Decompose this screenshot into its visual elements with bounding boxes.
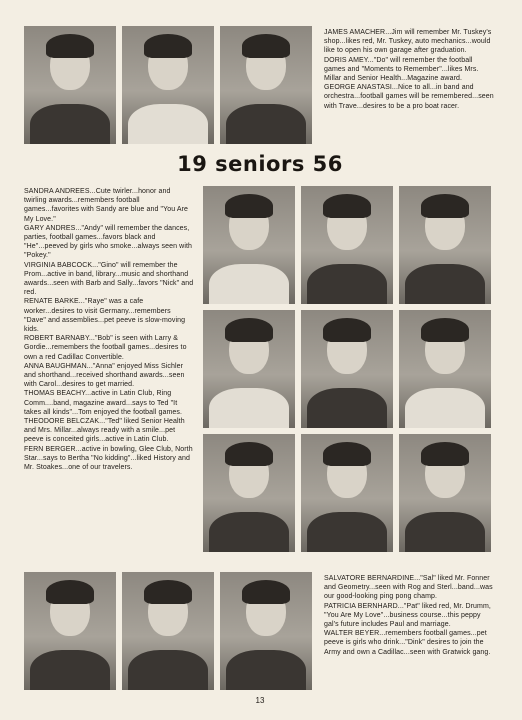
page-heading: 19 seniors 56: [177, 152, 343, 176]
portrait-photo: [122, 572, 214, 690]
portrait-photo: [301, 186, 393, 304]
portrait-photo: [301, 434, 393, 552]
portrait-photo: [301, 310, 393, 428]
portrait-photo: [24, 572, 116, 690]
bio-entry: DORIS AMEY..."Do" will remember the football games and "Moments to Remember"...likes Mrs. Millar and Senior Health...Magazine award.: [324, 56, 479, 83]
bio-entry: VIRGINIA BABCOCK..."Gino" will remember the Prom...active in band, library...music and shorthand awards...seen with Barb and Sally...favors "Nick" and red.: [24, 261, 194, 297]
bottom-bio-column: [324, 574, 496, 657]
bio-entry: SALVATORE BERNARDINE..."Sal" liked Mr. Fonner and Geometry...seen with Rog and Sterl...band...was our good-looking ping pong champ.: [324, 575, 493, 601]
bio-entry: THEODORE BELCZAK..."Ted" liked Senior Health and Mrs. Millar...always ready with a smile...pet peeve is conceited girls...active in Latin Club.: [24, 418, 185, 444]
bio-entry: ANNA BAUGHMAN..."Anna" enjoyed Miss Sichler and shorthand...received shorthand awards...seen with Carol...desires to get married.: [24, 362, 185, 389]
bio-entry: SANDRA ANDREES...Cute twirler...honor and twirling awards...remembers football games...favorites with Sandy are blue and "You Are My Love.": [24, 188, 189, 223]
portrait-photo: [399, 434, 491, 552]
bio-entry: PATRICIA BERNHARD..."Pat" liked red, Mr. Drumm, "You Are My Love"...business course...this peppy gal's future includes Paul and marriage.: [324, 602, 491, 629]
portrait-photo: [203, 434, 295, 552]
portrait-photo: [399, 186, 491, 304]
bio-entry: RENATE BARKE..."Raye" was a cafe worker...desires to visit Germany...remembers "Dave" and assemblies...pet peeve is slow-moving kids.: [24, 298, 186, 334]
bio-entry: GARY ANDRES..."Andy" will remember the dances, parties, football games...favors black and "He"...peeved by girls who smoke...always seen with "Pokey.": [24, 224, 193, 260]
portrait-photo: [24, 26, 116, 144]
middle-bio-column: [24, 187, 194, 472]
portrait-photo: [203, 186, 295, 304]
top-bio-column: [324, 28, 496, 111]
portrait-photo: [399, 310, 491, 428]
bio-entry: WALTER BEYER...remembers football games...pet peeve is girls who drink..."Dink" desires to join the Army and own a Cadillac...seen with Gratwick gang.: [324, 630, 491, 656]
bio-entry: ROBERT BARNABY..."Bob" is seen with Larry & Gordie...remembers the football games...desires to own a red Cadillac Convertible.: [24, 335, 187, 361]
page-number: 13: [255, 696, 265, 705]
bio-entry: THOMAS BEACHY...active in Latin Club, Ring Comm....band, magazine award...says to Ted "It takes all kinds"...Tom enjoyed the football games.: [24, 390, 183, 416]
bio-entry: GEORGE ANASTASI...Nice to all...in band and orchestra...football games will be remembered...seen with Trave...desires to be a pro boat racer.: [324, 84, 494, 110]
bio-entry: FERN BERGER...active in bowling, Glee Club, North Star...says to Bertha "No kidding"...liked History and Mr. Stoakes...one of our travelers.: [24, 445, 193, 472]
portrait-photo: [220, 26, 312, 144]
bio-entry: JAMES AMACHER...Jim will remember Mr. Tuskey's shop...likes red, Mr. Tuskey, auto mechanics...would like to open his own garage after graduation.: [324, 29, 492, 55]
portrait-photo: [203, 310, 295, 428]
portrait-photo: [220, 572, 312, 690]
portrait-photo: [122, 26, 214, 144]
